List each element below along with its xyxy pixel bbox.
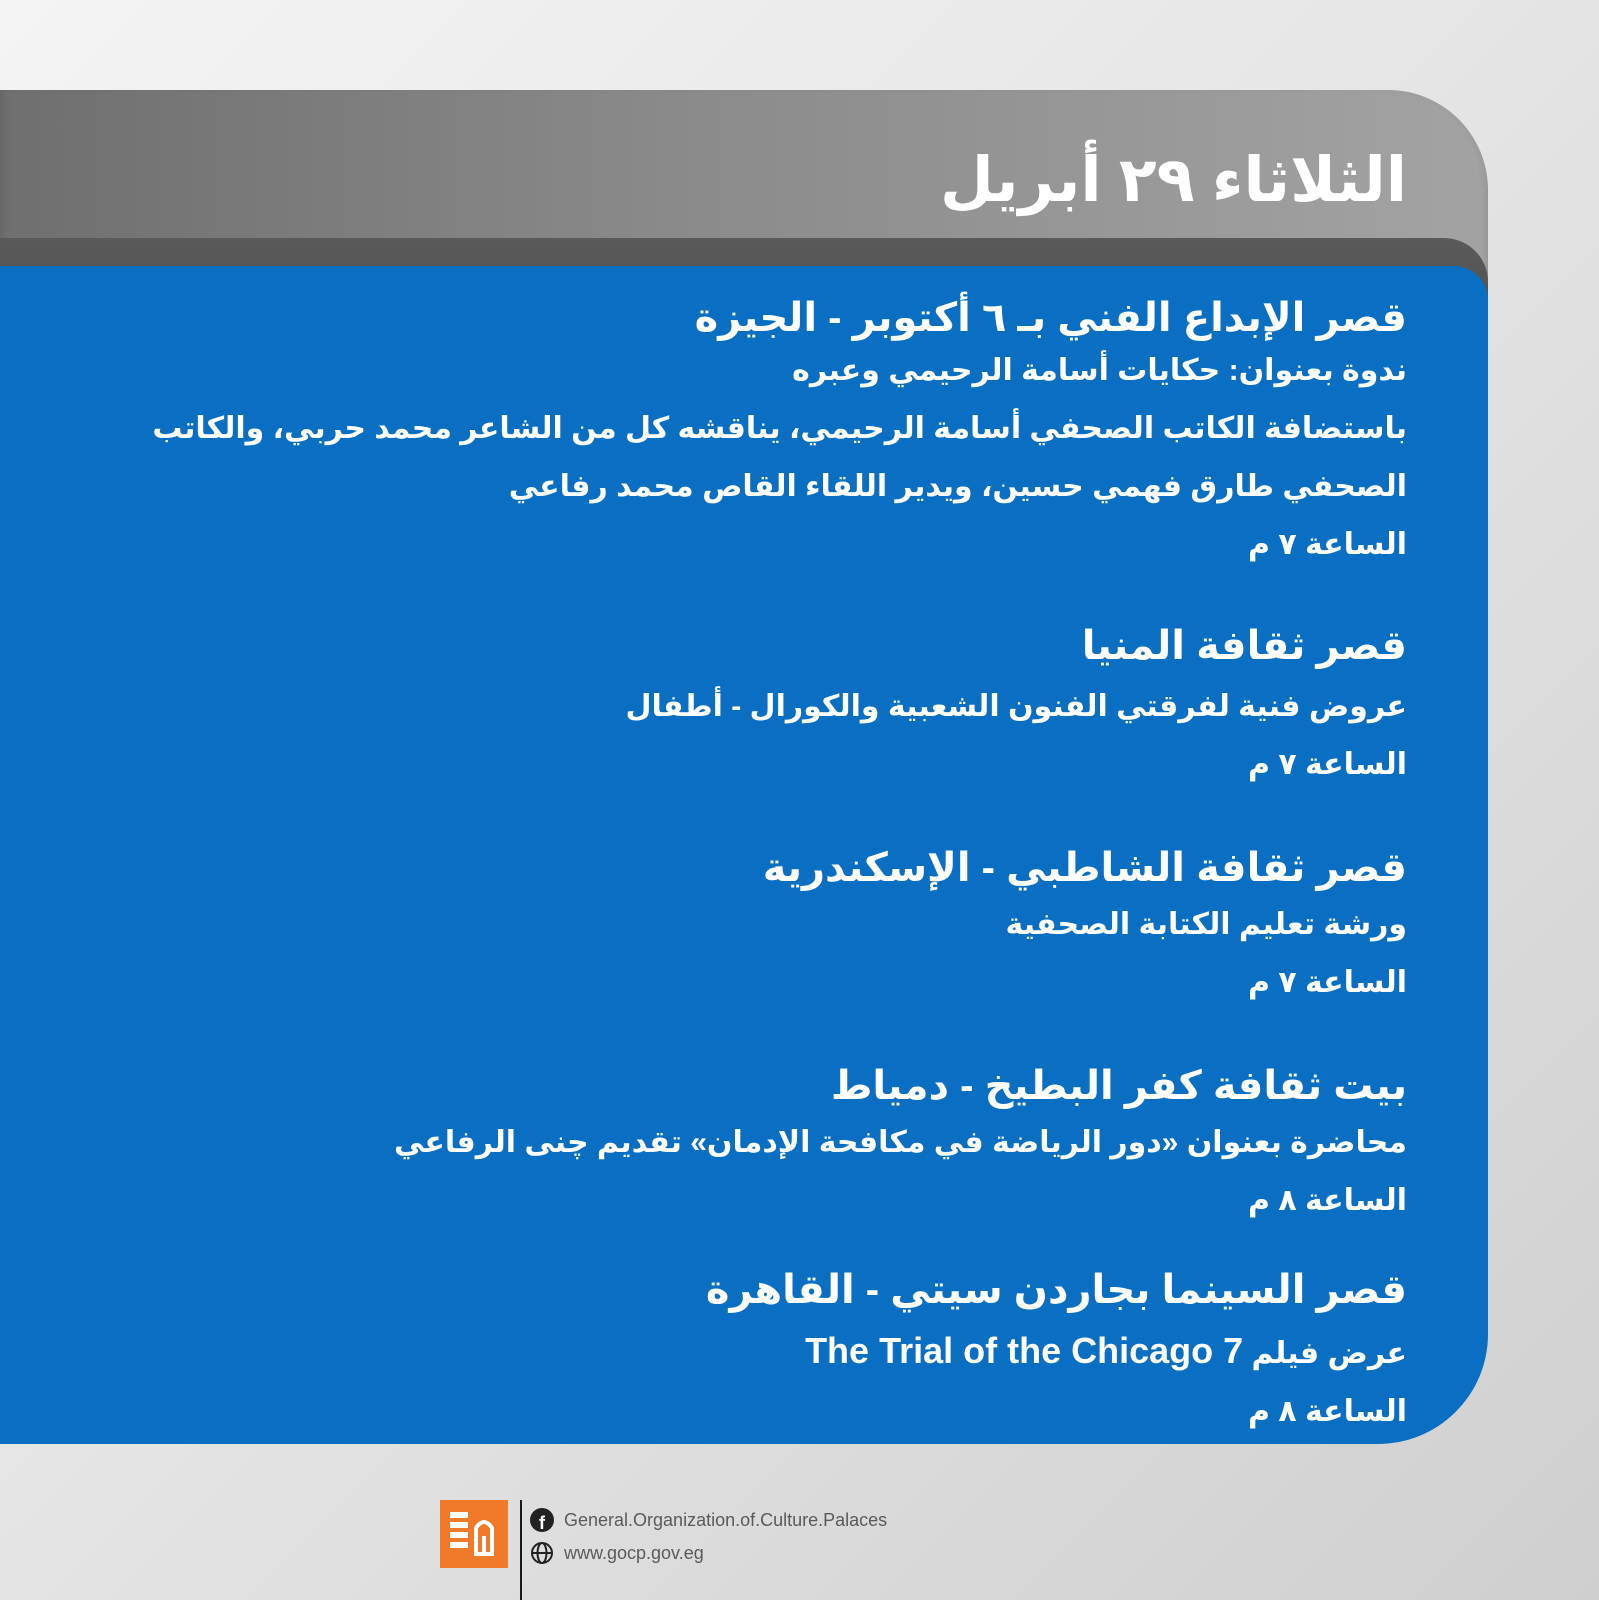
event-venue: بيت ثقافة كفر البطيخ - دمياط	[830, 1064, 1407, 1108]
event-time: الساعة ٧ م	[1247, 748, 1407, 781]
events-list	[117, 294, 1407, 1441]
event-item	[117, 622, 1407, 794]
event-description: محاضرة بعنوان «دور الرياضة في مكافحة الإدمان» تقديم چنى الرفاعي	[394, 1126, 1407, 1159]
website-link[interactable]	[530, 1541, 704, 1565]
event-time: الساعة ٨ م	[1247, 1184, 1407, 1217]
event-description: عروض فنية لفرقتي الفنون الشعبية والكورال - أطفال	[625, 690, 1407, 723]
footer-divider	[520, 1500, 522, 1600]
page-title: الثلاثاء ٢٩ أبريل	[939, 146, 1407, 215]
event-venue: قصر الإبداع الفني بـ ٦ أكتوبر - الجيزة	[694, 296, 1407, 340]
event-item	[117, 1062, 1407, 1230]
event-item	[117, 1266, 1407, 1441]
facebook-handle: General.Organization.of.Culture.Palaces	[564, 1509, 888, 1530]
event-venue: قصر ثقافة الشاطبي - الإسكندرية	[762, 846, 1407, 890]
event-description	[117, 1322, 1407, 1383]
website-url: www.gocp.gov.eg	[564, 1542, 704, 1563]
event-time: الساعة ٧ م	[1247, 966, 1407, 999]
event-item	[117, 294, 1407, 574]
film-title: The Trial of the Chicago 7	[805, 1330, 1244, 1371]
event-venue: قصر ثقافة المنيا	[1081, 624, 1407, 668]
logo-mark-icon	[446, 1506, 502, 1562]
gocp-logo	[440, 1500, 508, 1568]
event-description: باستضافة الكاتب الصحفي أسامة الرحيمي، يناقشه كل من الشاعر محمد حربي، والكاتب الصحفي طارق فهمي حسين، ويدير اللقاء القاص محمد رفاعي	[152, 412, 1407, 503]
footer	[440, 1500, 960, 1600]
event-time: الساعة ٧ م	[1247, 528, 1407, 561]
event-description: ورشة تعليم الكتابة الصحفية	[1005, 908, 1407, 941]
event-venue: قصر السينما بجاردن سيتي - القاهرة	[705, 1268, 1407, 1312]
facebook-icon: f	[530, 1508, 554, 1532]
globe-icon	[530, 1541, 554, 1565]
film-label: عرض فيلم	[1251, 1337, 1407, 1370]
event-item	[117, 844, 1407, 1012]
event-description: ندوة بعنوان: حكايات أسامة الرحيمي وعبره	[792, 354, 1407, 387]
event-time: الساعة ٨ م	[1247, 1395, 1407, 1428]
facebook-link[interactable]	[530, 1508, 887, 1532]
